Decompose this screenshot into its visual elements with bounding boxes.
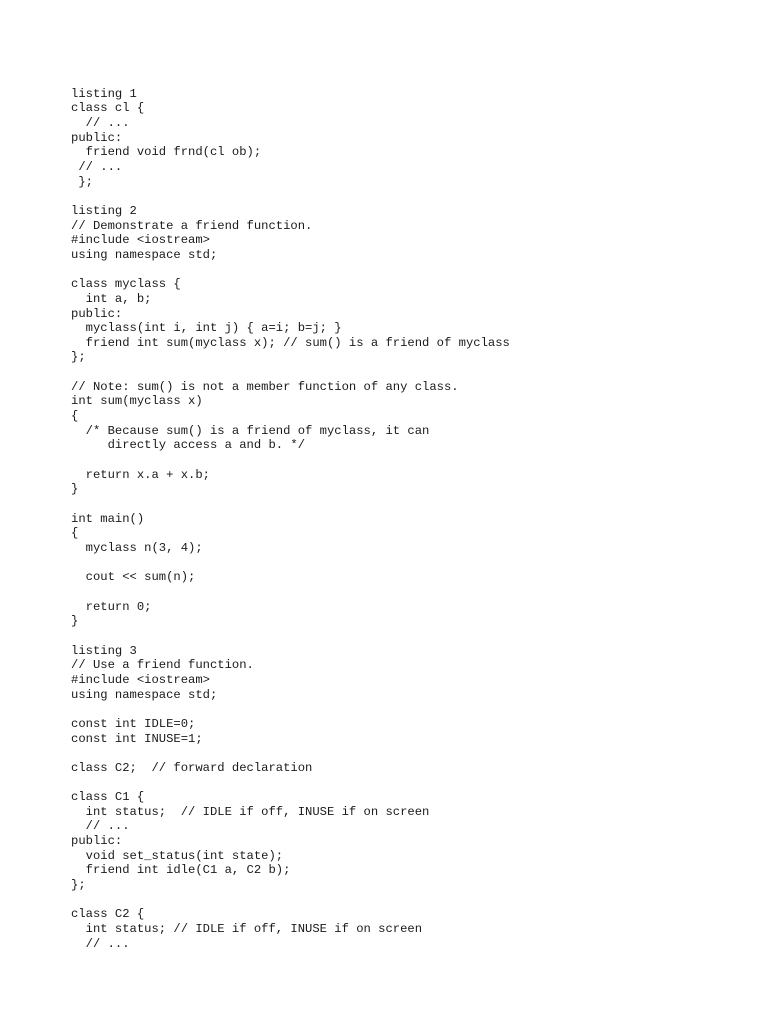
- code-line: }: [71, 482, 79, 497]
- code-line: // ...: [71, 115, 130, 130]
- blank-line: [71, 585, 510, 600]
- code-line: void set_status(int state);: [71, 848, 284, 863]
- code-line: // ...: [71, 159, 123, 174]
- blank-line: [71, 893, 510, 908]
- code-line: int sum(myclass x): [71, 394, 203, 409]
- code-line: {: [71, 526, 79, 541]
- code-line: };: [71, 174, 93, 189]
- blank-line: [71, 629, 510, 644]
- code-line: // Note: sum() is not a member function of any class.: [71, 379, 459, 394]
- code-line: return x.a + x.b;: [71, 467, 210, 482]
- blank-line: [71, 453, 510, 468]
- code-line: return 0;: [71, 599, 152, 614]
- blank-line: [71, 776, 510, 791]
- code-line: friend int idle(C1 a, C2 b);: [71, 863, 291, 878]
- code-line: public:: [71, 306, 123, 321]
- code-line: int status; // IDLE if off, INUSE if on screen: [71, 922, 423, 937]
- code-line: listing 3: [71, 643, 137, 658]
- blank-line: [71, 189, 510, 204]
- blank-line: [71, 702, 510, 717]
- code-line: #include <iostream>: [71, 672, 210, 687]
- code-line: using namespace std;: [71, 687, 218, 702]
- code-line: myclass n(3, 4);: [71, 541, 203, 556]
- code-line: using namespace std;: [71, 247, 218, 262]
- code-listing: [71, 72, 510, 951]
- code-line: // Demonstrate a friend function.: [71, 218, 313, 233]
- blank-line: [71, 263, 510, 278]
- code-line: };: [71, 878, 86, 893]
- code-line: };: [71, 350, 86, 365]
- code-line: directly access a and b. */: [71, 438, 306, 453]
- code-line: // Use a friend function.: [71, 658, 254, 673]
- code-line: const int INUSE=1;: [71, 731, 203, 746]
- code-line: listing 1: [71, 86, 137, 101]
- code-line: friend int sum(myclass x); // sum() is a friend of myclass: [71, 335, 510, 350]
- blank-line: [71, 365, 510, 380]
- code-line: int a, b;: [71, 291, 152, 306]
- code-line: {: [71, 409, 79, 424]
- code-line: int status; // IDLE if off, INUSE if on screen: [71, 804, 430, 819]
- code-line: class C1 {: [71, 790, 145, 805]
- code-line: }: [71, 614, 79, 629]
- code-line: cout << sum(n);: [71, 570, 196, 585]
- code-line: // ...: [71, 936, 130, 951]
- code-line: listing 2: [71, 203, 137, 218]
- code-line: // ...: [71, 819, 130, 834]
- code-line: #include <iostream>: [71, 233, 210, 248]
- code-line: public:: [71, 834, 123, 849]
- blank-line: [71, 497, 510, 512]
- code-line: public:: [71, 130, 123, 145]
- code-line: class myclass {: [71, 277, 181, 292]
- code-line: int main(): [71, 511, 145, 526]
- code-line: friend void frnd(cl ob);: [71, 145, 262, 160]
- blank-line: [71, 746, 510, 761]
- blank-line: [71, 556, 510, 571]
- code-line: const int IDLE=0;: [71, 716, 196, 731]
- code-line: myclass(int i, int j) { a=i; b=j; }: [71, 321, 342, 336]
- code-line: class C2 {: [71, 907, 145, 922]
- code-line: /* Because sum() is a friend of myclass, it can: [71, 423, 430, 438]
- code-line: class C2; // forward declaration: [71, 760, 313, 775]
- code-line: class cl {: [71, 101, 145, 116]
